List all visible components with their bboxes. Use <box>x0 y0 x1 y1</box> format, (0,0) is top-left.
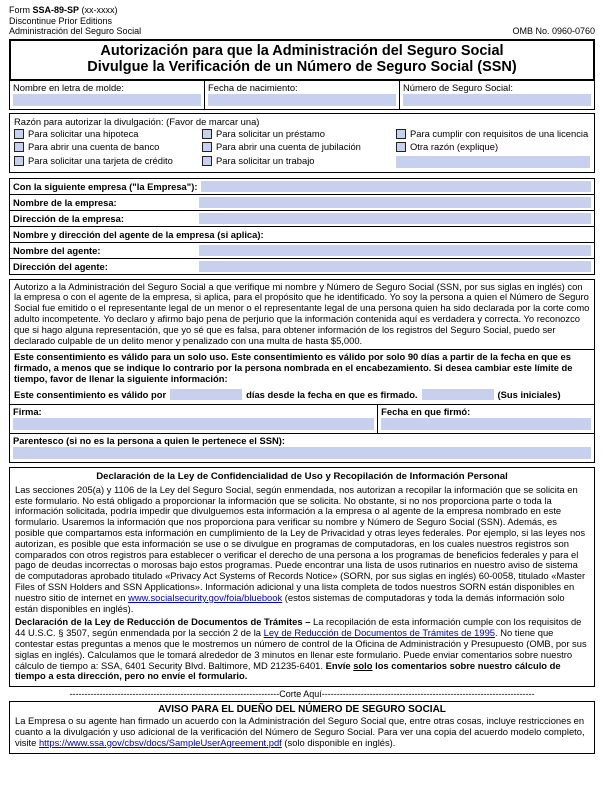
signature-input[interactable] <box>13 418 374 430</box>
option-job-label: Para solicitar un trabajo <box>216 154 315 166</box>
ssn-label: Número de Seguro Social: <box>403 81 513 93</box>
date-of-birth-input[interactable] <box>208 94 396 106</box>
bluebook-link[interactable]: www.socialsecurity.gov/foia/bluebook <box>128 591 283 603</box>
form-title <box>9 39 595 81</box>
reason-options <box>14 129 590 168</box>
checkbox-credit-card[interactable] <box>14 156 24 166</box>
option-credit-card <box>14 156 200 168</box>
omb-number: OMB No. 0960-0760 <box>512 26 595 36</box>
ssn-cell <box>399 80 595 110</box>
option-other-reason-label: Otra razón (explique) <box>410 141 499 153</box>
initials-input[interactable] <box>422 389 494 400</box>
printed-name-label: Nombre en letra de molde: <box>13 81 124 93</box>
company-address-label: Dirección de la empresa: <box>13 212 124 224</box>
agent-heading-row <box>9 226 595 243</box>
notice-text-2: (solo disponible en inglés). <box>281 736 396 748</box>
checkbox-license[interactable] <box>396 129 406 139</box>
privacy-text-2: (estos sistemas de computadoras y toda la demás información solo están disponibles en inglés). <box>15 591 565 614</box>
agent-name-label: Nombre del agente: <box>13 244 101 256</box>
ssn-owner-notice-heading: AVISO PARA EL DUEÑO DEL NÚMERO DE SEGURO SOCIAL <box>158 704 446 716</box>
agent-heading-label: Nombre y dirección del agente de la empresa (si aplica): <box>13 228 264 240</box>
other-reason-input[interactable] <box>396 156 590 168</box>
checkbox-retirement-account[interactable] <box>202 142 212 152</box>
agency-line: Administración del Seguro Social <box>9 26 142 36</box>
discontinue-line: Discontinue Prior Editions <box>9 15 113 26</box>
paperwork-text-3: los comentarios sobre nuestro cálculo de tiempo a esta dirección, pero no envíe el formulario. <box>15 659 561 682</box>
privacy-act-heading: Declaración de la Ley de Confidencialidad de Uso y Recopilación de Información Personal <box>96 470 508 482</box>
option-retirement-account <box>202 142 394 153</box>
option-loan <box>202 129 394 140</box>
paperwork-act-link[interactable]: Ley de Reducción de Documentos de Trámites de 1995 <box>263 627 495 639</box>
form-number-line <box>9 5 141 16</box>
cut-here-line: ----------------------------------------------------------------------Corte Aquí----------------------------------------------------------------------- <box>69 689 535 700</box>
company-name-row <box>9 194 595 211</box>
with-company-label: Con la siguiente empresa ("la Empresa"): <box>13 180 198 192</box>
date-of-birth-cell <box>204 80 400 110</box>
form-number: SSA-89-SP <box>32 5 80 15</box>
form-prefix: Form <box>9 5 33 15</box>
consent-days-input[interactable] <box>170 389 242 400</box>
notice-text-1: La Empresa o su agente han firmado un acuerdo con la Administración del Seguro Social que, entre otras cosas, incluye restricciones en cuanto a la divulgación y uso adicional de la verificación del Número de Seguro Social. Para ver una copia del acuerdo modelo completo, visite <box>15 715 585 748</box>
company-name-label: Nombre de la empresa: <box>13 196 117 208</box>
reason-section <box>9 113 595 173</box>
relationship-row <box>9 433 595 463</box>
signature-row <box>9 404 595 434</box>
header-left <box>9 5 141 37</box>
signature-date-cell <box>377 404 595 434</box>
reason-heading: Razón para autorizar la divulgación: (Favor de marcar una) <box>14 115 260 127</box>
signature-label: Firma: <box>13 405 42 417</box>
checkbox-mortgage[interactable] <box>14 129 24 139</box>
option-other-reason <box>396 142 590 153</box>
option-license <box>396 129 590 140</box>
form-header <box>9 5 595 37</box>
checkbox-bank-account[interactable] <box>14 142 24 152</box>
signature-cell <box>9 404 378 434</box>
privacy-act-section <box>9 467 595 687</box>
identity-row <box>9 80 595 110</box>
company-name-input[interactable] <box>199 197 591 208</box>
signature-date-label: Fecha en que firmó: <box>381 405 471 417</box>
option-mortgage <box>14 129 200 140</box>
validity-prefix: Este consentimiento es válido por <box>14 388 167 400</box>
option-bank-account-label: Para abrir una cuenta de banco <box>28 141 160 153</box>
validity-suffix: (Sus iniciales) <box>497 388 561 400</box>
privacy-text-1: Las secciones 205(a) y 1106 de la Ley del Seguro Social, según enmendada, nos autorizan a recopilar la información que se solicita en este formulario. No está obligado a proporcionar la información que se solicita. No obstante, si no nos proporciona parte o toda la información solicitada, podría impedir que divulguemos esta información a la empresa o al agente de la empresa nombrado en este formulario. Usaremos la información que nos proporciona para verificar su nombre y Número de Seguro Social (SSN). Además, es posible que compartamos esta información en cumplimiento de la Ley de Privacidad y otras leyes federales. Por ejemplo, si las leyes nos autorizan, es posible que esta información se use o se divulgue en programas de computadoras, en los cuales nuestros registros son comparados con otros registros para establecer o verificar el derecho de una persona a los programas de beneficios federales y para el pago de deudas incorrectas o morosas bajo estos programas. Puede encontrar una lista de usos rutinarios en nuestro aviso de sistema de computadoras aprobado titulado «Privacy Act Systems of Records Notice» (SORN, por sus siglas en inglés) 60-0058, titulado «Master Files of SSN Holders and SSN Applications». Información adicional y una lista completa de todos nuestros SORN están disponibles en nuestro sitio de internet en <box>15 483 586 603</box>
option-loan-label: Para solicitar un préstamo <box>216 127 325 139</box>
company-address-row <box>9 210 595 227</box>
paperwork-solo: solo <box>353 659 373 671</box>
paperwork-heading-inline: Declaración de la Ley de Reducción de Documentos de Trámites – <box>15 616 314 628</box>
paperwork-text-1: La recopilación de esta información cumple con los requisitos de 44 U.S.C. § 3507, según enmendada por la sección 2 de la <box>15 616 582 639</box>
privacy-act-paragraph <box>15 485 589 615</box>
relationship-label: Parentesco (si no es la persona a quien le pertenece el SSN): <box>13 434 285 446</box>
ssn-input[interactable] <box>403 94 591 106</box>
with-company-input[interactable] <box>201 181 591 192</box>
paperwork-text-2: . No tiene que contestar estas preguntas a menos que le mostremos un número de control de la Oficina de Administración y Presupuesto (OMB, por sus siglas en inglés). Calculamos que le tomará alrededor de 3 minutos en llenar este formulario. Puede enviar comentarios sobre nuestro cálculo de tiempo a: SSA, 6401 Security Blvd. Baltimore, MD 21235-6401. <box>15 627 587 671</box>
validity-line <box>14 389 590 400</box>
relationship-input[interactable] <box>13 447 591 459</box>
with-company-row <box>9 178 595 195</box>
option-retirement-account-label: Para abrir una cuenta de jubilación <box>216 141 361 153</box>
checkbox-other-reason[interactable] <box>396 142 406 152</box>
agent-address-label: Dirección del agente: <box>13 260 108 272</box>
option-credit-card-label: Para solicitar una tarjeta de crédito <box>28 154 173 166</box>
agent-name-input[interactable] <box>199 245 591 256</box>
printed-name-input[interactable] <box>13 94 201 106</box>
checkbox-job[interactable] <box>202 156 212 166</box>
ssn-owner-notice-section <box>9 701 595 753</box>
validity-middle: días desde la fecha en que es firmado. <box>246 388 418 400</box>
signature-date-input[interactable] <box>381 418 591 430</box>
form-edition: (xx-xxxx) <box>79 5 118 15</box>
consent-section <box>9 349 595 404</box>
form-title-line1: Autorización para que la Administración del Seguro Social <box>100 42 504 59</box>
date-of-birth-label: Fecha de nacimiento: <box>208 81 298 93</box>
consent-paragraph: Este consentimiento es válido para un solo uso. Este consentimiento es válido por solo 90 días a partir de la fecha en que es firmado, a menos que se indique lo contrario por la persona nombrada en el encabezamiento. Si desea cambiar este límite de tiempo, favor de llenar la siguiente información: <box>14 351 573 385</box>
paperwork-reduction-paragraph <box>15 617 589 682</box>
agent-address-row <box>9 258 595 275</box>
paperwork-envie: Envíe <box>325 659 354 671</box>
authorization-paragraph: Autorizo a la Administración del Seguro Social a que verifique mi nombre y Número de Seguro Social (SSN, por sus siglas en inglés) con la empresa o con el agente de la empresa, si aplica, para el propósito que he identificado. Yo soy la persona a quien el Número de Seguro Social fue emitido o el representante legal de un menor o el representante legal de una persona quien ha sido declarada por la corte como adulto incompetente. Yo declaro y afirmo bajo pena de perjurio que la información contenida aquí es verdadera y correcta. Yo reconozco que si hago alguna representación, que yo sé que es falsa, para obtener información de los registros del Seguro Social, puedo ser declarado culpable de un delito menor y penalizado con una multa de hasta $5,000. <box>9 279 595 351</box>
option-job <box>202 156 394 168</box>
option-bank-account <box>14 142 200 153</box>
form-title-line2: Divulgue la Verificación de un Número de Seguro Social (SSN) <box>87 59 517 75</box>
printed-name-cell <box>9 80 205 110</box>
option-license-label: Para cumplir con requisitos de una licencia <box>410 127 589 139</box>
agent-name-row <box>9 242 595 259</box>
checkbox-loan[interactable] <box>202 129 212 139</box>
ssn-owner-notice-paragraph <box>15 716 589 748</box>
option-mortgage-label: Para solicitar una hipoteca <box>28 127 139 139</box>
sample-agreement-link[interactable]: https://www.ssa.gov/cbsv/docs/SampleUserAgreement.pdf <box>38 736 282 748</box>
company-address-input[interactable] <box>199 213 591 224</box>
agent-address-input[interactable] <box>199 261 591 272</box>
